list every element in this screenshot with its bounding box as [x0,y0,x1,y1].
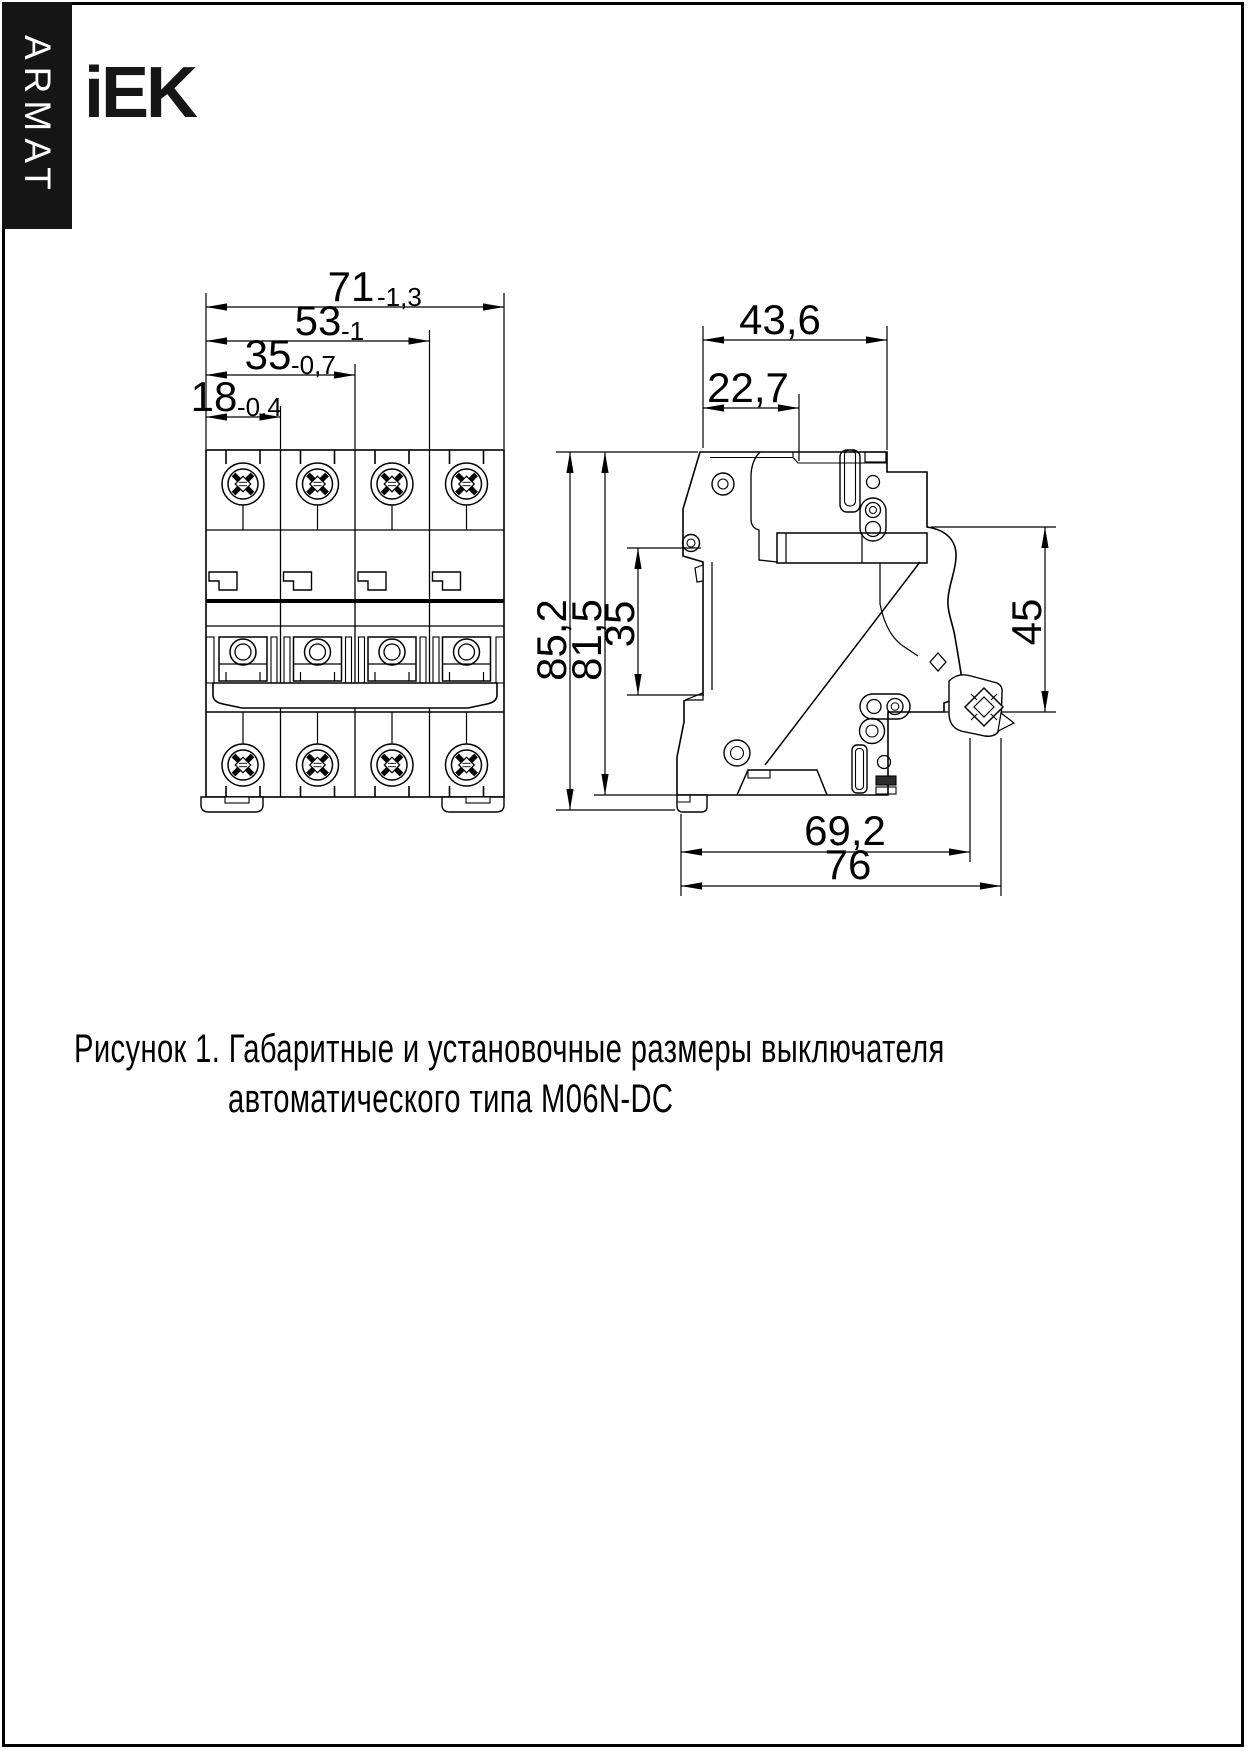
dim-front-width-71: 71 [327,263,375,310]
dim-front-width-35: 35 [244,331,292,378]
dim-side-height-81-5: 81,5 [563,599,610,681]
dim-side-height-45: 45 [1003,598,1050,646]
dim-side-width-76: 76 [824,841,872,888]
figure-caption-line1: Рисунок 1. Габаритные и установочные размеры выключателя [74,1027,945,1071]
front-mounting-feet [201,797,504,812]
front-handle-bar [213,683,497,708]
dim-front-width-53: 53 [294,297,342,344]
dim-side-depth-22-7: 22,7 [707,364,789,411]
dim-side-din-35: 35 [596,600,643,648]
dim-front-width-71-tolerance: -1,3 [377,282,422,312]
dim-front-width-35-tolerance: -0,7 [291,350,336,380]
side-view-drawing [677,450,963,812]
din-release-latch [949,675,1014,736]
dim-front-width-53-tolerance: -1 [341,316,365,346]
front-view-drawing [201,450,504,812]
iek-logo: iEK [84,53,196,133]
dim-side-depth-43-6: 43,6 [739,296,821,343]
figure-caption-line2: автоматического типа M06N-DC [228,1077,674,1121]
dim-side-height-85-2: 85,2 [528,599,575,681]
dim-front-width-18-tolerance: -0,4 [237,392,282,422]
dim-front-width-18: 18 [190,373,238,420]
dim-side-width-69-2: 69,2 [804,807,886,854]
armat-label: ARMAT [17,34,58,197]
